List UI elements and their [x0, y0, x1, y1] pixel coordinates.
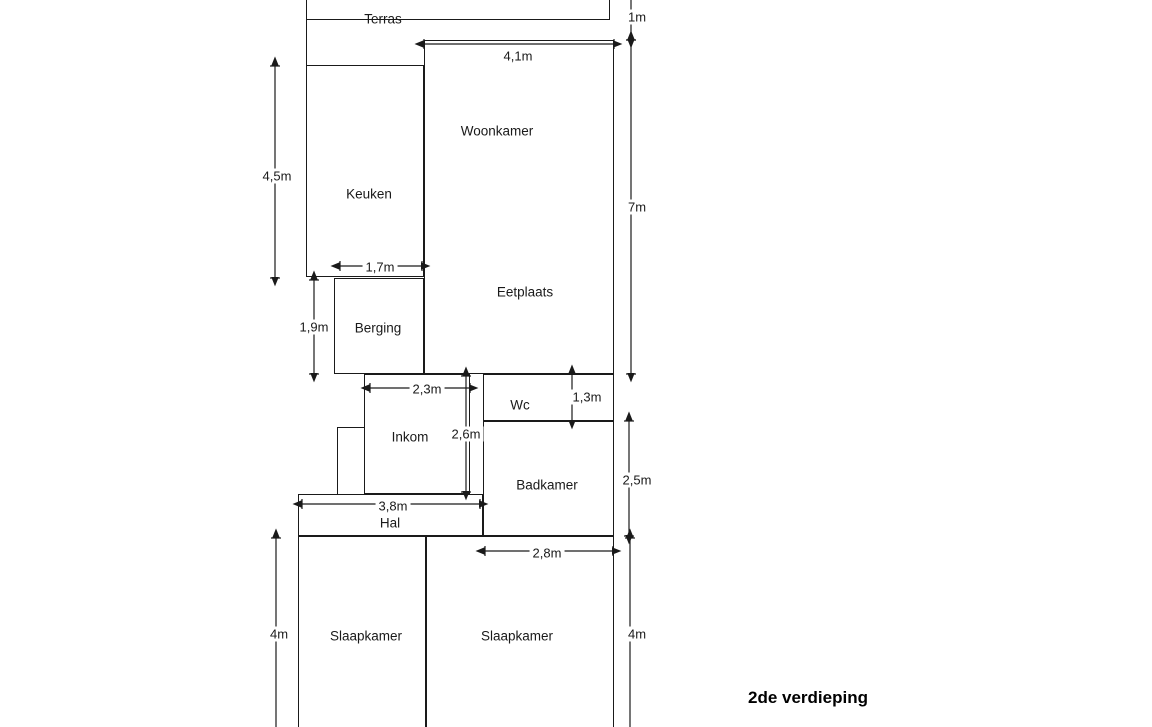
dimension-label-slaapkamer-top-2-8m: 2,8m: [530, 546, 565, 561]
dimension-label-berging-top-1-7m: 1,7m: [363, 260, 398, 275]
wall-inkom-stub-top: [337, 427, 365, 428]
dimension-label-berging-left-1-9m: 1,9m: [297, 320, 332, 335]
room-label-inkom: Inkom: [391, 429, 429, 445]
room-label-berging: Berging: [354, 320, 402, 336]
dimension-label-woonkamer-top-4-1m: 4,1m: [501, 49, 536, 64]
room-label-hal: Hal: [379, 515, 401, 531]
room-terras: [306, 0, 610, 20]
dimension-label-inkom-top-2-3m: 2,3m: [410, 382, 445, 397]
dimension-label-inkom-right-2-6m: 2,6m: [449, 427, 484, 442]
room-label-keuken: Keuken: [346, 186, 392, 202]
room-label-wc: Wc: [510, 397, 530, 413]
dimension-label-badkamer-right-2-5m: 2,5m: [620, 473, 655, 488]
dimension-label-keuken-left-4-5m: 4,5m: [260, 169, 295, 184]
room-label-woonkamer: Woonkamer: [460, 123, 534, 139]
dimension-label-right-7m: 7m: [625, 200, 649, 215]
room-label-badkamer: Badkamer: [516, 477, 578, 493]
room-label-terras: Terras: [364, 11, 402, 27]
room-label-slaapkamer-rechts: Slaapkamer: [480, 628, 554, 644]
room-keuken: [306, 65, 424, 277]
dimension-label-wc-right-1-3m: 1,3m: [570, 390, 605, 405]
wall-keuken-left-wall-ext: [306, 0, 307, 65]
dimension-label-slaapkamer-right-4m: 4m: [625, 627, 649, 642]
wall-inkom-stub-right: [364, 427, 365, 494]
dimension-label-slaapkamer-left-4m: 4m: [267, 627, 291, 642]
room-label-slaapkamer-links: Slaapkamer: [329, 628, 403, 644]
wall-inkom-stub-left: [337, 427, 338, 494]
dimension-label-terras-right-1m: 1m: [625, 10, 649, 25]
floor-title: 2de verdieping: [748, 688, 868, 707]
room-woonkamer: [424, 40, 614, 374]
dimension-label-hal-top-3-8m: 3,8m: [376, 499, 411, 514]
room-label-eetplaats: Eetplaats: [496, 284, 554, 300]
